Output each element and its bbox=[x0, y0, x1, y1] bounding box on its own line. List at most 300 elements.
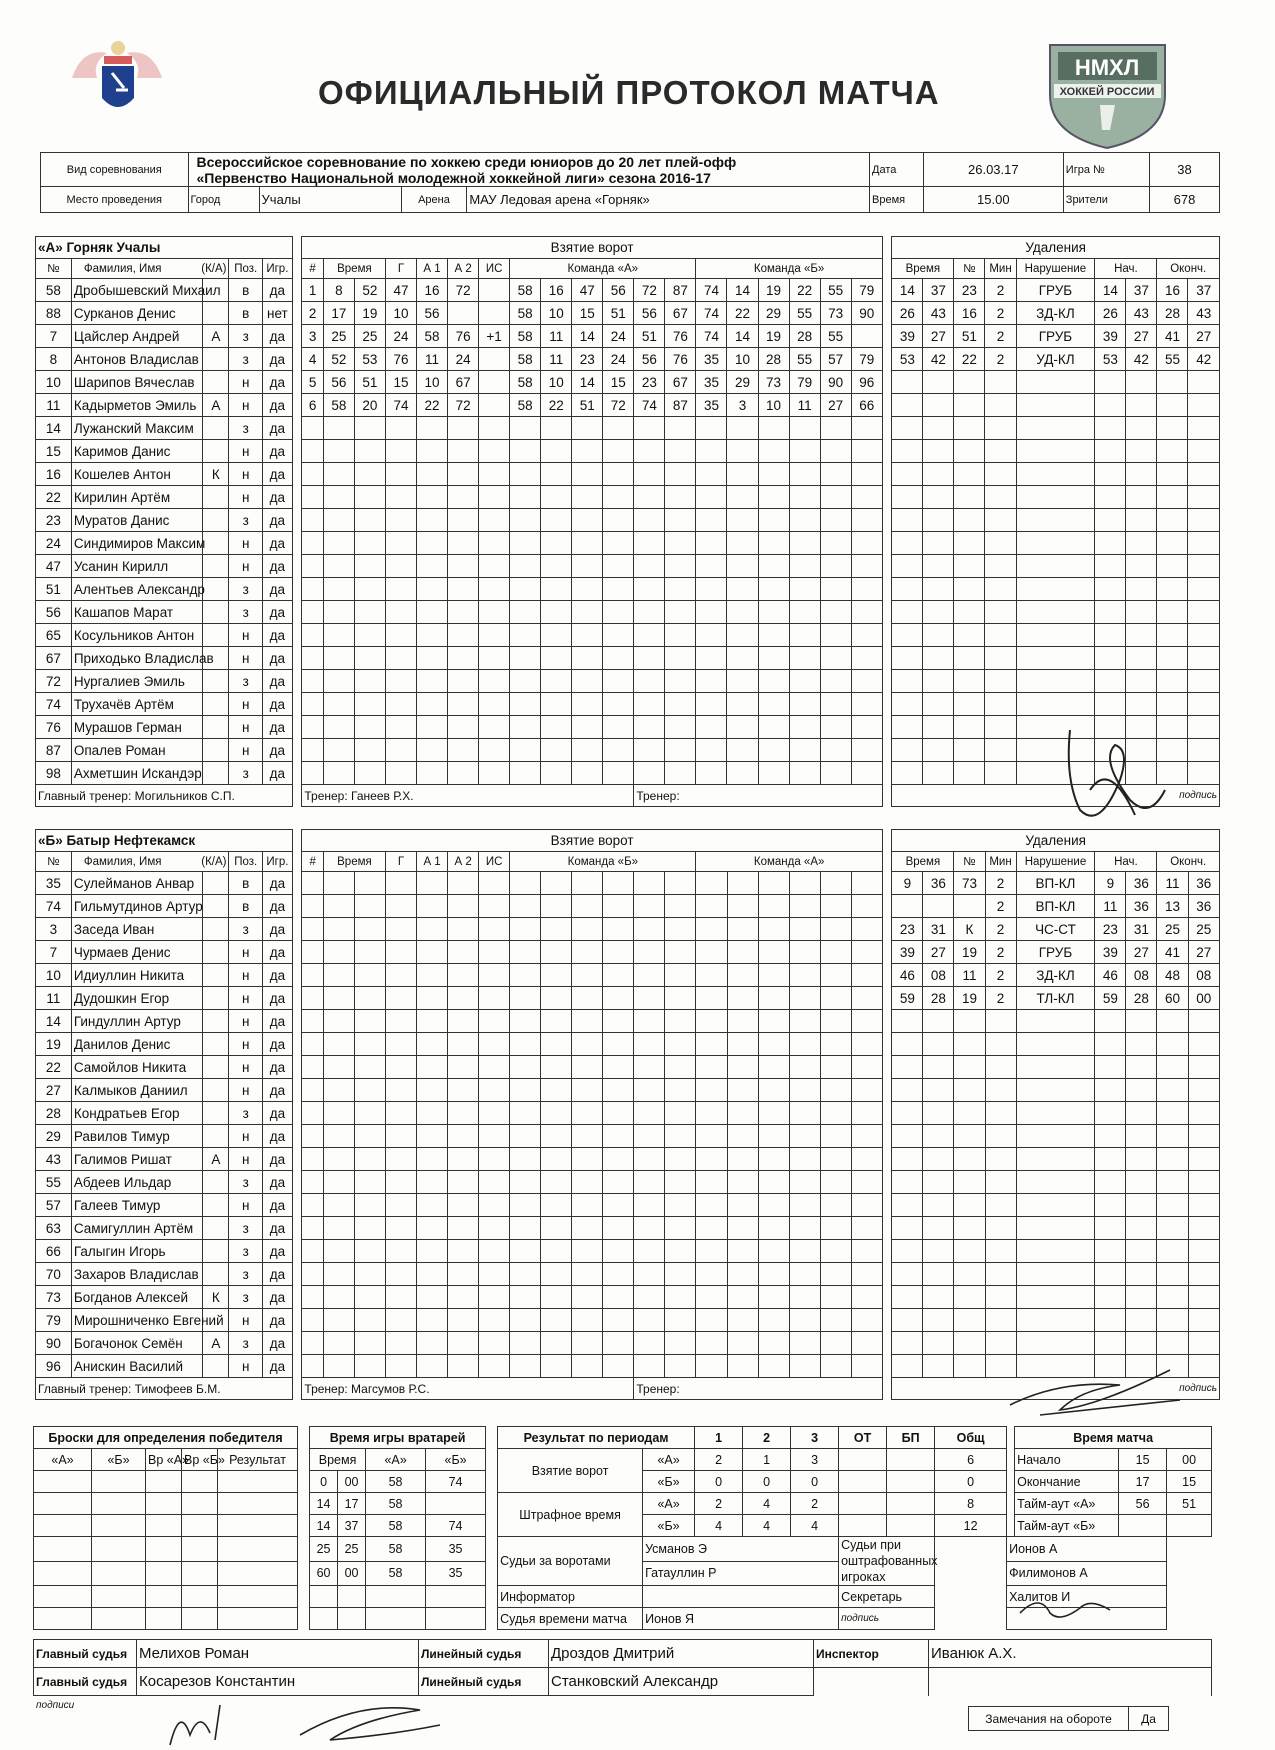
penalty-cell bbox=[1126, 417, 1157, 440]
gap bbox=[882, 348, 892, 371]
penalty-cell: 2 bbox=[985, 279, 1016, 302]
goal-cell bbox=[479, 987, 510, 1010]
penalty-cell bbox=[1188, 532, 1220, 555]
goal-cell bbox=[354, 1102, 385, 1125]
goal-cell bbox=[510, 417, 541, 440]
penalty-cell: ГРУБ bbox=[1016, 279, 1095, 302]
goal-cell bbox=[510, 1309, 541, 1332]
player-position: н bbox=[229, 941, 262, 964]
penalty-cell bbox=[923, 1263, 954, 1286]
penalty-cell bbox=[1126, 1056, 1157, 1079]
goal-cell bbox=[479, 509, 510, 532]
player-captain-mark bbox=[203, 895, 229, 918]
goal-cell bbox=[851, 1194, 882, 1217]
goal-cell bbox=[448, 302, 479, 325]
player-captain-mark bbox=[203, 555, 229, 578]
penalty-cell bbox=[1095, 1079, 1126, 1102]
goal-cell bbox=[510, 1355, 541, 1378]
goal-cell bbox=[417, 1194, 448, 1217]
player-captain-mark: А bbox=[203, 1332, 229, 1355]
player-number: 58 bbox=[36, 279, 72, 302]
goal-cell bbox=[448, 895, 479, 918]
goal-cell bbox=[302, 739, 324, 762]
player-position: з bbox=[229, 1286, 262, 1309]
goal-cell bbox=[572, 872, 603, 895]
player-position: з bbox=[229, 1332, 262, 1355]
goal-cell: 96 bbox=[851, 371, 882, 394]
goal-cell bbox=[758, 1056, 789, 1079]
penalty-cell bbox=[1016, 670, 1095, 693]
penalty-cell bbox=[1016, 532, 1095, 555]
goal-cell bbox=[634, 670, 665, 693]
goal-cell bbox=[510, 918, 541, 941]
penalty-cell bbox=[923, 601, 954, 624]
penalty-cell: 42 bbox=[923, 348, 954, 371]
goal-cell: 67 bbox=[665, 371, 696, 394]
goal-cell: 74 bbox=[385, 394, 416, 417]
goal-cell bbox=[665, 1263, 696, 1286]
penalty-cell bbox=[954, 1033, 985, 1056]
goal-cell bbox=[417, 486, 448, 509]
penalty-cell bbox=[892, 895, 923, 918]
goal-cell bbox=[302, 1309, 324, 1332]
goal-cell bbox=[851, 1125, 882, 1148]
goal-cell bbox=[302, 964, 324, 987]
goal-cell bbox=[323, 647, 354, 670]
goal-cell: 51 bbox=[354, 371, 385, 394]
goal-cell bbox=[572, 1102, 603, 1125]
goal-cell bbox=[789, 417, 820, 440]
player-number: 11 bbox=[36, 987, 72, 1010]
player-number: 10 bbox=[36, 964, 72, 987]
gap bbox=[882, 1378, 892, 1400]
penalty-cell bbox=[1188, 486, 1220, 509]
goal-cell bbox=[789, 1079, 820, 1102]
goal-cell bbox=[634, 1102, 665, 1125]
goal-cell bbox=[603, 1309, 634, 1332]
goal-cell bbox=[385, 440, 416, 463]
penalty-cell: 9 bbox=[892, 872, 923, 895]
player-position: н bbox=[229, 1355, 262, 1378]
pen-a-so bbox=[887, 1493, 935, 1515]
player-captain-mark bbox=[203, 1125, 229, 1148]
penalty-cell bbox=[892, 371, 923, 394]
goal-cell bbox=[603, 486, 634, 509]
gk-col: «Б» bbox=[426, 1449, 486, 1471]
player-name: Синдимиров Максим bbox=[71, 532, 202, 555]
goal-cell bbox=[634, 716, 665, 739]
gap bbox=[292, 1010, 302, 1033]
penalty-cell bbox=[1157, 1263, 1188, 1286]
goal-cell: 56 bbox=[603, 279, 634, 302]
goal-cell bbox=[851, 964, 882, 987]
penalty-cell: 37 bbox=[923, 279, 954, 302]
player-position: н bbox=[229, 394, 262, 417]
goal-cell bbox=[354, 693, 385, 716]
penalty-cell: 08 bbox=[1126, 964, 1157, 987]
player-number: 87 bbox=[36, 739, 72, 762]
goal-cell bbox=[354, 1148, 385, 1171]
goal-cell bbox=[385, 463, 416, 486]
goal-cell bbox=[302, 509, 324, 532]
player-number: 88 bbox=[36, 302, 72, 325]
goal-cell bbox=[603, 918, 634, 941]
gap bbox=[292, 895, 302, 918]
goal-cell bbox=[820, 670, 851, 693]
goal-cell bbox=[634, 463, 665, 486]
goal-cell bbox=[603, 1056, 634, 1079]
col-pen-time: Время bbox=[892, 259, 954, 279]
penalty-cell bbox=[923, 417, 954, 440]
goal-cell bbox=[696, 895, 727, 918]
goal-cell bbox=[448, 463, 479, 486]
player-captain-mark bbox=[203, 1010, 229, 1033]
goal-cell bbox=[541, 1079, 572, 1102]
goal-cell bbox=[417, 624, 448, 647]
penalty-cell bbox=[954, 601, 985, 624]
penalty-cell bbox=[1188, 693, 1220, 716]
penalty-cell: 28 bbox=[1157, 302, 1188, 325]
coach-sign: подпись bbox=[892, 785, 1220, 807]
goal-cell bbox=[603, 670, 634, 693]
goal-cell: 74 bbox=[696, 279, 727, 302]
goal-cell bbox=[603, 1217, 634, 1240]
gk-sec: 17 bbox=[338, 1493, 366, 1515]
goal-cell bbox=[385, 624, 416, 647]
goal-cell: 11 bbox=[417, 348, 448, 371]
goal-cell: 23 bbox=[572, 348, 603, 371]
goal-cell bbox=[323, 1125, 354, 1148]
goal-cell: 90 bbox=[851, 302, 882, 325]
player-played: да bbox=[262, 1194, 292, 1217]
goal-cell bbox=[665, 1125, 696, 1148]
head-coach: Главный тренер: Тимофеев Б.М. bbox=[36, 1378, 293, 1400]
goal-cell bbox=[572, 624, 603, 647]
player-captain-mark: К bbox=[203, 463, 229, 486]
penalty-cell: 31 bbox=[1126, 918, 1157, 941]
goal-cell bbox=[727, 1217, 758, 1240]
goal-cell bbox=[851, 1148, 882, 1171]
head-coach: Главный тренер: Могильников С.П. bbox=[36, 785, 293, 807]
player-position: н bbox=[229, 987, 262, 1010]
player-captain-mark bbox=[203, 941, 229, 964]
penalty-cell: 19 bbox=[954, 941, 985, 964]
goal-cell bbox=[572, 1079, 603, 1102]
penalty-cell bbox=[923, 371, 954, 394]
penalty-cell bbox=[954, 647, 985, 670]
penalty-cell bbox=[985, 1148, 1016, 1171]
goal-cell bbox=[696, 1171, 727, 1194]
goal-cell bbox=[634, 941, 665, 964]
goal-cell bbox=[665, 578, 696, 601]
penalty-cell bbox=[1016, 1033, 1095, 1056]
player-name: Нургалиев Эмиль bbox=[71, 670, 202, 693]
goal-cell bbox=[789, 1102, 820, 1125]
goal-cell: 58 bbox=[510, 348, 541, 371]
player-played: да bbox=[262, 555, 292, 578]
goal-cell: 47 bbox=[385, 279, 416, 302]
goal-cell bbox=[696, 987, 727, 1010]
gap bbox=[292, 1286, 302, 1309]
goal-cell bbox=[634, 1263, 665, 1286]
goals-b-so bbox=[887, 1471, 935, 1493]
goal-cell bbox=[851, 486, 882, 509]
goal-cell bbox=[541, 670, 572, 693]
goal-cell bbox=[758, 895, 789, 918]
goal-cell bbox=[696, 1332, 727, 1355]
goal-cell bbox=[386, 1355, 417, 1378]
goal-cell bbox=[758, 670, 789, 693]
penalty-cell bbox=[1126, 371, 1157, 394]
penalty-cell: 25 bbox=[1157, 918, 1188, 941]
penalty-cell bbox=[923, 486, 954, 509]
player-number: 22 bbox=[36, 486, 72, 509]
periods-title: Результат по периодам bbox=[498, 1427, 695, 1449]
goal-cell: 58 bbox=[417, 325, 448, 348]
penalty-cell bbox=[954, 394, 985, 417]
goal-cell bbox=[634, 1286, 665, 1309]
goal-cell bbox=[634, 762, 665, 785]
penalty-cell bbox=[1126, 670, 1157, 693]
gk-b: 35 bbox=[426, 1561, 486, 1586]
city-value: Учалы bbox=[259, 187, 401, 213]
goal-cell bbox=[789, 1148, 820, 1171]
penalty-cell bbox=[892, 1033, 923, 1056]
gap bbox=[882, 830, 892, 852]
goal-cell bbox=[696, 693, 727, 716]
gap bbox=[292, 417, 302, 440]
gap bbox=[292, 1194, 302, 1217]
goal-cell: 56 bbox=[634, 302, 665, 325]
gap bbox=[882, 1194, 892, 1217]
goal-cell bbox=[789, 1263, 820, 1286]
goal-cell: +1 bbox=[479, 325, 510, 348]
signatures-label: подписи bbox=[36, 1700, 75, 1711]
penalty-cell bbox=[954, 624, 985, 647]
goal-cell bbox=[417, 417, 448, 440]
goal-cell bbox=[789, 624, 820, 647]
gap bbox=[292, 1056, 302, 1079]
penalty-cell bbox=[954, 739, 985, 762]
penalty-cell bbox=[1016, 486, 1095, 509]
penalty-cell: 60 bbox=[1157, 987, 1188, 1010]
player-played: да bbox=[262, 647, 292, 670]
goal-cell: 74 bbox=[696, 325, 727, 348]
goal-cell bbox=[386, 1125, 417, 1148]
goal-cell: 56 bbox=[417, 302, 448, 325]
nmhl-logo bbox=[1040, 40, 1175, 150]
end-label: Окончание bbox=[1015, 1471, 1119, 1493]
col-goal-time: Время bbox=[323, 852, 385, 872]
goal-cell bbox=[727, 1355, 758, 1378]
penalty-cell bbox=[1188, 1056, 1219, 1079]
goal-cell: 67 bbox=[448, 371, 479, 394]
penalty-cell: ГРУБ bbox=[1016, 325, 1095, 348]
goal-cell bbox=[510, 716, 541, 739]
goal-cell bbox=[479, 302, 510, 325]
penalty-cell bbox=[892, 1171, 923, 1194]
goal-cell bbox=[634, 1194, 665, 1217]
player-played: да bbox=[262, 417, 292, 440]
goal-cell: 79 bbox=[851, 279, 882, 302]
penalty-cell bbox=[1188, 670, 1220, 693]
penalty-cell bbox=[1157, 532, 1188, 555]
gap bbox=[292, 1332, 302, 1355]
goal-cell bbox=[665, 1171, 696, 1194]
penalty-cell bbox=[985, 1010, 1016, 1033]
player-position: з bbox=[229, 509, 262, 532]
goal-cell: 73 bbox=[758, 371, 789, 394]
goal-cell bbox=[696, 578, 727, 601]
goal-cell bbox=[789, 872, 820, 895]
goal-cell bbox=[323, 601, 354, 624]
penalty-cell: 36 bbox=[1188, 895, 1219, 918]
penalty-cell: 28 bbox=[923, 987, 954, 1010]
gap bbox=[882, 1033, 892, 1056]
goal-cell bbox=[448, 1102, 479, 1125]
player-played: да bbox=[262, 895, 292, 918]
goal-cell bbox=[603, 987, 634, 1010]
player-captain-mark: А bbox=[203, 325, 229, 348]
penalty-cell bbox=[1095, 670, 1126, 693]
player-position: з bbox=[229, 578, 262, 601]
penalty-cell bbox=[1157, 1033, 1188, 1056]
goal-judge-2: Гатауллин Р bbox=[643, 1561, 839, 1586]
penalty-cell bbox=[1016, 417, 1095, 440]
player-number: 23 bbox=[36, 509, 72, 532]
penalty-cell: ЗД-КЛ bbox=[1016, 302, 1095, 325]
penalty-cell bbox=[1095, 1332, 1126, 1355]
goal-cell bbox=[789, 1010, 820, 1033]
player-position: з bbox=[229, 762, 262, 785]
goal-cell bbox=[541, 1240, 572, 1263]
gap bbox=[882, 1217, 892, 1240]
goal-cell bbox=[665, 964, 696, 987]
col-played: Игр. bbox=[262, 259, 292, 279]
player-position: з bbox=[229, 601, 262, 624]
gap bbox=[882, 578, 892, 601]
player-captain-mark bbox=[203, 417, 229, 440]
goal-cell bbox=[758, 578, 789, 601]
player-name: Дробышевский Михаил bbox=[71, 279, 202, 302]
gk-a: 58 bbox=[366, 1515, 426, 1537]
goal-cell bbox=[417, 964, 448, 987]
goal-cell bbox=[603, 440, 634, 463]
gap bbox=[882, 601, 892, 624]
goal-cell bbox=[758, 716, 789, 739]
penalty-cell bbox=[1016, 1309, 1095, 1332]
goal-cell: 20 bbox=[354, 394, 385, 417]
penalty-cell bbox=[1188, 647, 1220, 670]
penalty-cell bbox=[985, 578, 1016, 601]
penalty-cell: 36 bbox=[923, 872, 954, 895]
player-played: да bbox=[262, 716, 292, 739]
penalty-cell bbox=[923, 394, 954, 417]
goal-cell bbox=[665, 670, 696, 693]
penalty-cell bbox=[892, 670, 923, 693]
goal-cell bbox=[665, 417, 696, 440]
gap bbox=[292, 716, 302, 739]
goal-cell bbox=[603, 1263, 634, 1286]
goal-cell bbox=[603, 762, 634, 785]
goal-cell bbox=[789, 509, 820, 532]
goal-cell bbox=[696, 647, 727, 670]
penalty-cell bbox=[1016, 1056, 1095, 1079]
match-info-table bbox=[40, 152, 1220, 213]
goal-cell bbox=[448, 941, 479, 964]
penalty-cell bbox=[1095, 1010, 1126, 1033]
penalty-cell bbox=[892, 555, 923, 578]
goal-cell bbox=[510, 739, 541, 762]
goal-cell bbox=[820, 1309, 851, 1332]
goal-cell bbox=[851, 1217, 882, 1240]
goal-cell bbox=[417, 1033, 448, 1056]
goal-cell bbox=[603, 872, 634, 895]
goal-cell bbox=[479, 348, 510, 371]
goal-cell bbox=[603, 1332, 634, 1355]
goal-cell bbox=[851, 693, 882, 716]
player-number: 73 bbox=[36, 1286, 72, 1309]
player-captain-mark bbox=[203, 716, 229, 739]
goal-cell: 67 bbox=[665, 302, 696, 325]
goal-cell bbox=[448, 1286, 479, 1309]
goal-cell bbox=[510, 1240, 541, 1263]
goal-cell bbox=[417, 601, 448, 624]
penalty-cell bbox=[892, 440, 923, 463]
player-captain-mark bbox=[203, 918, 229, 941]
goal-cell bbox=[417, 1217, 448, 1240]
gap bbox=[292, 1033, 302, 1056]
goal-cell bbox=[354, 941, 385, 964]
goal-cell bbox=[417, 1079, 448, 1102]
gap bbox=[292, 1309, 302, 1332]
goal-cell bbox=[665, 555, 696, 578]
gap bbox=[292, 1125, 302, 1148]
goal-cell bbox=[820, 578, 851, 601]
col-name: Фамилия, Имя (К/А) bbox=[71, 259, 229, 279]
penalty-cell bbox=[954, 371, 985, 394]
goal-cell bbox=[665, 647, 696, 670]
gk-col: «А» bbox=[366, 1449, 426, 1471]
goal-cell bbox=[479, 371, 510, 394]
gap bbox=[882, 716, 892, 739]
goal-cell bbox=[727, 1240, 758, 1263]
goal-cell bbox=[354, 670, 385, 693]
goal-cell bbox=[572, 1033, 603, 1056]
penalty-cell bbox=[1188, 1332, 1219, 1355]
goal-cell bbox=[385, 555, 416, 578]
penalty-cell: 28 bbox=[1126, 987, 1157, 1010]
goal-cell bbox=[696, 872, 727, 895]
penalty-cell bbox=[954, 555, 985, 578]
player-name: Кадырметов Эмиль bbox=[71, 394, 202, 417]
penalty-cell bbox=[985, 670, 1016, 693]
goal-cell bbox=[323, 1355, 354, 1378]
gap bbox=[882, 918, 892, 941]
penalty-cell: 2 bbox=[985, 872, 1016, 895]
penalty-cell bbox=[1157, 1286, 1188, 1309]
pen-b-p1: 4 bbox=[695, 1515, 743, 1537]
goal-cell bbox=[386, 1102, 417, 1125]
team-a-short: «А» bbox=[643, 1493, 695, 1515]
goal-cell bbox=[820, 762, 851, 785]
goal-cell bbox=[385, 417, 416, 440]
goal-cell bbox=[696, 1102, 727, 1125]
spectators-label: Зрители bbox=[1063, 187, 1149, 213]
goal-cell: 57 bbox=[820, 348, 851, 371]
penalty-cell bbox=[1126, 555, 1157, 578]
goal-cell bbox=[572, 509, 603, 532]
